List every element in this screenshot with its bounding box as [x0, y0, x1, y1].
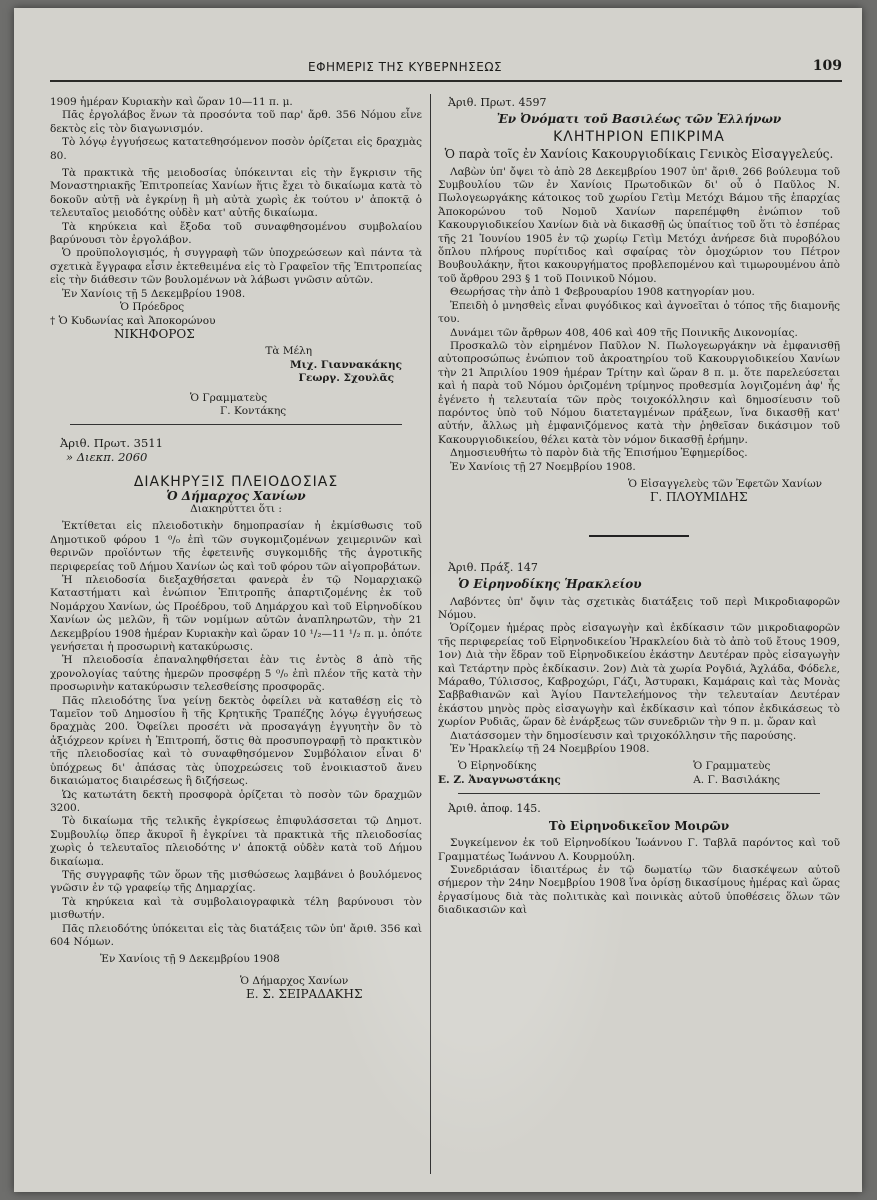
clerk-name: Α. Γ. Βασιλάκης: [693, 773, 780, 786]
paragraph: Ὁ προϋπολογισμός, ἡ συγγραφὴ τῶν ὑποχρεώσεων καὶ πάντα τὰ σχετικὰ ἔγγραφα εἶσιν ἐκτεθειμένα εἰς τὸ Γραφεῖον τῆς Ἐπιτροπείας εἰς τὴν διάθεσιν τῶν βουλομένων νὰ λάβωσι γνῶσιν αὐτῶν.: [50, 247, 422, 287]
prosecutor-title: Ὁ Εἰσαγγελεὺς τῶν Ἐφετῶν Χανίων: [628, 477, 823, 490]
reference-number: Ἀριθ. ἀποφ. 145.: [448, 802, 541, 816]
signatory-title: Ὁ Πρόεδρος: [120, 301, 185, 314]
paragraph: Τὸ δικαίωμα τῆς τελικῆς ἐγκρίσεως ἐπιφυλάσσεται τῷ Δημοτ. Συμβουλίῳ ὅπερ ἄκυροῖ ἢ ἐγκρίνει τὰ πρακτικὰ τῆς πλειοδοσίας χωρὶς ὁ τελευταῖος πλειοδότης ν' ἀποκτᾷ οὐδὲν κατὰ τοῦ Δήμου δικαίωμα.: [50, 815, 422, 868]
notice-title: ΚΛΗΤΗΡΙΟΝ ΕΠΙΚΡΙΜΑ: [553, 128, 725, 145]
paragraph: Τὰ κηρύκεια καὶ ἔξοδα τοῦ συναφθησομένου συμβολαίου βαρύνουσι τὸν ἐργολάβον.: [50, 220, 422, 247]
members-title: Τὰ Μέλη: [265, 345, 312, 358]
clerk-signature: [693, 760, 840, 787]
judge-title: Ὁ Εἰρηνοδίκης: [458, 760, 537, 773]
paragraph: Διατάσσομεν τὴν δημοσίευσιν καὶ τριχοκόλλησιν τῆς παρούσης.: [450, 729, 797, 742]
paragraph: Θεωρήσας τὴν ἀπὸ 1 Φεβρουαρίου 1908 κατηγορίαν μου.: [450, 286, 755, 299]
paragraph: Συνεδριάσαν ἰδιαιτέρως ἐν τῷ δωματίῳ τῶν διασκέψεων αὐτοῦ σήμερον τὴν 24ην Νοεμβρίου 1908 ἵνα ὁρίσῃ δικασίμους ἡμέρας καὶ ὥρας ἐργασίμους διὰ τὰς πολιτικὰς καὶ ποινικὰς αὐτοῦ ὑποθέσεις ὅλων τῶν διαδικασιῶν καὶ: [438, 863, 840, 917]
reference-number: Ἀριθ. Πρωτ. 4597: [448, 96, 547, 109]
paragraph: Τὸ λόγῳ ἐγγυήσεως κατατεθησόμενον ποσὸν ὁρίζεται εἰς δραχμὰς 80.: [50, 136, 422, 162]
signatory-subtitle: † Ὁ Κυδωνίας καὶ Ἀποκορώνου: [50, 314, 216, 327]
notice-declares: Διακηρύττει ὅτι :: [190, 502, 282, 515]
date-line: Ἐν Χανίοις τῇ 27 Νοεμβρίου 1908.: [450, 460, 636, 473]
mayor-title: Ὁ Δήμαρχος Χανίων: [240, 974, 349, 987]
reference-number: » Διεκπ. 2060: [66, 449, 148, 464]
paragraph: Τῆς συγγραφῆς τῶν ὅρων τῆς μισθώσεως λαμβάνει ὁ βουλόμενος γνῶσιν ἐν τῷ γραφείῳ τῆς Δημαρχίας.: [50, 868, 422, 895]
paragraph: Συγκείμενον ἐκ τοῦ Εἰρηνοδίκου Ἰωάννου Γ. Ταβλᾶ παρόντος καὶ τοῦ Γραμματέως Ἰωάννου Λ. Κουρμούλη.: [438, 837, 840, 863]
page-number: 109: [812, 58, 842, 74]
paragraph: Ἐκτίθεται εἰς πλειοδοτικὴν δημοπρασίαν ἡ ἐκμίσθωσις τοῦ Δημοτικοῦ φόρου 1 ⁰/₀ ἐπὶ τῶν συγκομιζομένων χειμερινῶν καὶ θερινῶν προϊόντων τῆς ἐφετεινῆς συγκομιδῆς τῆς ἀγροτικῆς περιφερείας τοῦ Δήμου Χανίων ὡς καὶ τοῦ φόρου τῶν αἰγοπροβάτων.: [50, 520, 422, 573]
gazette-title: ΕΦΗΜΕΡΙΣ ΤΗΣ ΚΥΒΕΡΝΗΣΕΩΣ: [308, 60, 503, 74]
notice-title: ΔΙΑΚΗΡΥΞΙΣ ΠΛΕΙΟΔΟΣΙΑΣ: [133, 474, 339, 491]
secretary-title: Ὁ Γραμματεὺς: [190, 391, 268, 404]
signatory-name: ΝΙΚΗΦΟΡΟΣ: [114, 326, 195, 341]
newspaper-page: [14, 8, 862, 1192]
signature-row: [438, 760, 840, 787]
section-rule: [458, 793, 820, 794]
prosecutor-name: Γ. ΠΛΟΥΜΙΔΗΣ: [650, 490, 748, 505]
clerk-title: Ὁ Γραμματεὺς: [693, 760, 771, 773]
reference-number: Ἀριθ. Πράξ. 147: [448, 560, 538, 574]
date-line: Ἐν Χανίοις τῇ 9 Δεκεμβρίου 1908: [100, 953, 280, 966]
member-name: Γεωργ. Σχουλᾶς: [298, 372, 394, 385]
notice-issuer: Ὁ Δήμαρχος Χανίων: [166, 488, 306, 503]
paragraph: Προσκαλῶ τὸν εἰρημένον Παῦλον Ν. Πωλογεωργάκην νὰ ἐμφανισθῇ αὐτοπροσώπως ἐνώπιον τοῦ ἀκροατηρίου τοῦ Κακουργιοδικείου Χανίων τὴν 21 Ἀπριλίου 1909 ἡμέραν Τρίτην καὶ ὥραν 8 π. μ. ὅτε παρελεύσεται καὶ ἡ παρὰ τοῦ Νόμου ὁριζομένη τρίμηνος προθεσμία λογιζομένη ἀφ' ἧς ἐγένετο ἡ τελευταία τῶν πρὸς τοιχοκόλλησιν καὶ δημοσίευσιν τοῦ παρόντος ὑπὸ τοῦ Νόμου διατεταγμένων πράξεων, ἵνα δικασθῇ κατ' αὐτήν, ἄλλως μὴ ἐμφανιζόμενος κατὰ τὴν ῥηθεῖσαν δικάσιμον τοῦ Κακουργιοδικείου, θέλει κατὰ τὸν νόμον δικασθῇ ἐρήμην.: [438, 339, 840, 446]
secretary-name: Γ. Κοντάκης: [220, 404, 287, 417]
paragraph: Ὡς κατωτάτη δεκτὴ προσφορὰ ὁρίζεται τὸ ποσὸν τῶν δραχμῶν 3200.: [50, 788, 422, 814]
date-line: Ἐν Ἡρακλείῳ τῇ 24 Νοεμβρίου 1908.: [450, 743, 650, 756]
paragraph: Τὰ πρακτικὰ τῆς μειοδοσίας ὑπόκεινται εἰς τὴν ἔγκρισιν τῆς Μοναστηριακῆς Ἐπιτροπείας Χανίων ἥτις ἔχει τὸ δικαίωμα κατὰ τὸ δοκοῦν αὐτῇ νὰ ἐγκρίνῃ ἢ μὴ αὐτὰ χωρὶς ἐκ τούτου ν' ἀποκτᾷ ὁ τελευταῖος μειοδότης οὐδὲν κατ' αὐτῆς δικαίωμα.: [50, 167, 422, 220]
paragraph: Ἡ πλειοδοσία διεξαχθήσεται φανερὰ ἐν τῷ Νομαρχιακῷ Καταστήματι καὶ ἐνώπιον Ἐπιτροπῆς ἀπαρτιζομένης ἐκ τοῦ Νομάρχου Χανίων, ὡς Προέδρου, τοῦ Δημάρχου καὶ τοῦ Εἰρηνοδίκου Χανίων ὡς μελῶν, ἢ τῶν νομίμων αὐτῶν ἀναπληρωτῶν, τὴν 21 Δεκεμβρίου 1908 ἡμέραν Κυριακὴν καὶ ὥραν 10 ¹/₂—11 ¹/₂ π. μ. ὁπότε γενήσεται ἡ προσωρινὴ κατακύρωσις.: [50, 574, 422, 654]
mayor-name: Ε. Σ. ΣΕΙΡΑΔΑΚΗΣ: [246, 987, 363, 1002]
date-line: Ἐν Χανίοις τῇ 5 Δεκεμβρίου 1908.: [62, 287, 246, 300]
notice-issuer: Τὸ Εἰρηνοδικεῖον Μοιρῶν: [548, 818, 730, 833]
section-rule: [70, 424, 402, 425]
paragraph: Ἡ πλειοδοσία ἐπαναληφθήσεται ἐὰν τις ἐντὸς 8 ἀπὸ τῆς χρονολογίας ταύτης ἡμερῶν προσφέρῃ 5 ⁰/₀ ἐπὶ πλέον τῆς κατὰ τὴν προσωρινὴν κατακύρωσιν τελεσθείσης προσφορᾶς.: [50, 654, 422, 694]
paragraph: Πᾶς πλειοδότης ἵνα γείνῃ δεκτὸς ὀφείλει νὰ καταθέσῃ εἰς τὸ Ταμεῖον τοῦ Δημοσίου ἢ τῆς Κρητικῆς Τραπέζης λόγῳ ἐγγυήσεως δραχμὰς 200. Ὀφείλει προσέτι νὰ προσαγάγῃ ἐγγυητὴν ὃν τὸ ἀξιόχρεον κρίνει ἡ Ἐπιτροπή, ὅστις θὰ προσυπογραφῇ τὸ πρακτικὸν τῆς πλειοδοσίας καὶ τὸ συναφθησόμενον Συμβόλαιον εἶναι δ' ὑπόχρεως δι' ἁπάσας τὰς ὑποχρεώσεις τοῦ ἐνοικιαστοῦ ἄνευ δικαιώματος διαιρέσεως ἢ διζήσεως.: [50, 694, 422, 788]
notice-issuer: Ὁ Εἰρηνοδίκης Ἡρακλείου: [458, 577, 642, 592]
judge-signature: [438, 760, 561, 787]
paragraph: 1909 ἡμέραν Κυριακὴν καὶ ὥραν 10—11 π. μ.: [50, 96, 293, 108]
paragraph: Ὁρίζομεν ἡμέρας πρὸς εἰσαγωγὴν καὶ ἐκδίκασιν τῶν μικροδιαφορῶν τῆς περιφερείας τοῦ Εἰρηνοδικείου Ἡρακλείου διὰ τὸ ἀπὸ τοῦ ἔτους 1909, 1ον) Διὰ τὴν ἕδραν τοῦ Εἰρηνοδικείου ἑκάστην Δευτέραν πρὸς εἰσαγωγὴν καὶ Τετάρτην πρὸς ἐκδίκασιν. 2ον) Διὰ τὰ χωρία Ρογδιά, Ἀχλάδα, Φόδελε, Μάραθο, Τύλισσος, Καβροχώρι, Γάζι, Ἀστυρακι, Καμάραις καὶ τὰς Μονὰς Σαββαθιανῶν καὶ Ἁγίου Παντελεήμονος τὴν τελευταίαν Δευτέραν ἑκάστου μηνὸς πρὸς εἰσαγωγὴν καὶ ἐκδίκασιν καὶ τόπον ἐκδικάσεως τὸ χωρίον Ρυδιᾶς, ὥραν δὲ ἐνάρξεως τῶν συνεδριῶν τὴν 9 π. μ. ὥραν καὶ: [438, 622, 840, 729]
paragraph: Ἐπειδὴ ὁ μνησθεὶς εἶναι φυγόδικος καὶ ἀγνοεῖται ὁ τόπος τῆς διαμονῆς του.: [438, 299, 840, 326]
reference-number: Ἀριθ. Πρωτ. 3511: [60, 436, 163, 451]
paragraph: Δημοσιευθήτω τὸ παρὸν διὰ τῆς Ἐπισήμου Ἐφημερίδος.: [450, 447, 748, 460]
member-name: Μιχ. Γιαννακάκης: [289, 358, 402, 371]
paragraph: Τὰ κηρύκεια καὶ τὰ συμβολαιογραφικὰ τέλη βαρύνουσι τὸν μισθωτήν.: [50, 895, 422, 922]
paragraph: Λαβὼν ὑπ' ὄψει τὸ ἀπὸ 28 Δεκεμβρίου 1907 ὑπ' ἄριθ. 266 βούλευμα τοῦ Συμβουλίου τῶν ἐν Χανίοις Πρωτοδικῶν δι' οὗ ὁ Παῦλος Ν. Πωλογεωργάκης κάτοικος τοῦ χωρίου Γετὶμ Μετόχι Βάμου τῆς ἐπαρχίας Ἀποκορώνου τοῦ Νομοῦ Χανίων παρεπέμφθη ἐνώπιον τοῦ Κακουργιοδικείου Χανίων διὰ νὰ δικασθῇ ὡς ὑπαίτιος τοῦ ὅτι τὸ ἑσπέρας τῆς 21 Ἰουνίου 1905 ἐν τῷ χωρίῳ Γετὶμ Μετόχι ἀνήρεσε διὰ πυροβόλου ὅπλου πλήρους πυρίτιδος καὶ σφαίρας τὸν ὁμοχώριον του Πέτρον Βουβουλάκην, ἤτοι κακουργήματος προβλεπομένου καὶ τιμωρουμένου ἀπὸ τοῦ ἄρθρου 293 § 1 τοῦ Ποινικοῦ Νόμου.: [438, 165, 840, 285]
paragraph: Πᾶς ἐργολάβος ἕνων τὰ προσόντα τοῦ παρ' ἄρθ. 356 Νόμου εἶνε δεκτὸς εἰς τὸν διαγωνισμόν.: [50, 109, 422, 135]
page-header: [14, 58, 862, 80]
paragraph: Πᾶς πλειοδότης ὑπόκειται εἰς τὰς διατάξεις τῶν ὑπ' ἄριθ. 356 καὶ 604 Νόμων.: [50, 922, 422, 948]
section-rule: [589, 535, 689, 537]
judge-name: Ε. Ζ. Ἀναγνωστάκης: [438, 773, 561, 786]
right-column: [438, 96, 840, 918]
notice-issuer: Ὁ παρὰ τοῖς ἐν Χανίοις Κακουργιοδίκαις Γενικὸς Εἰσαγγελεύς.: [444, 147, 834, 162]
header-rule: [50, 80, 842, 82]
left-column: [50, 96, 422, 1002]
paragraph: Λαβόντες ὑπ' ὄψιν τὰς σχετικὰς διατάξεις τοῦ περὶ Μικροδιαφορῶν Νόμου.: [438, 595, 840, 621]
paragraph: Δυνάμει τῶν ἄρθρων 408, 406 καὶ 409 τῆς Ποινικῆς Δικονομίας.: [450, 326, 798, 339]
invocation: Ἐν Ὀνόματι τοῦ Βασιλέως τῶν Ἑλλήνων: [496, 112, 782, 127]
